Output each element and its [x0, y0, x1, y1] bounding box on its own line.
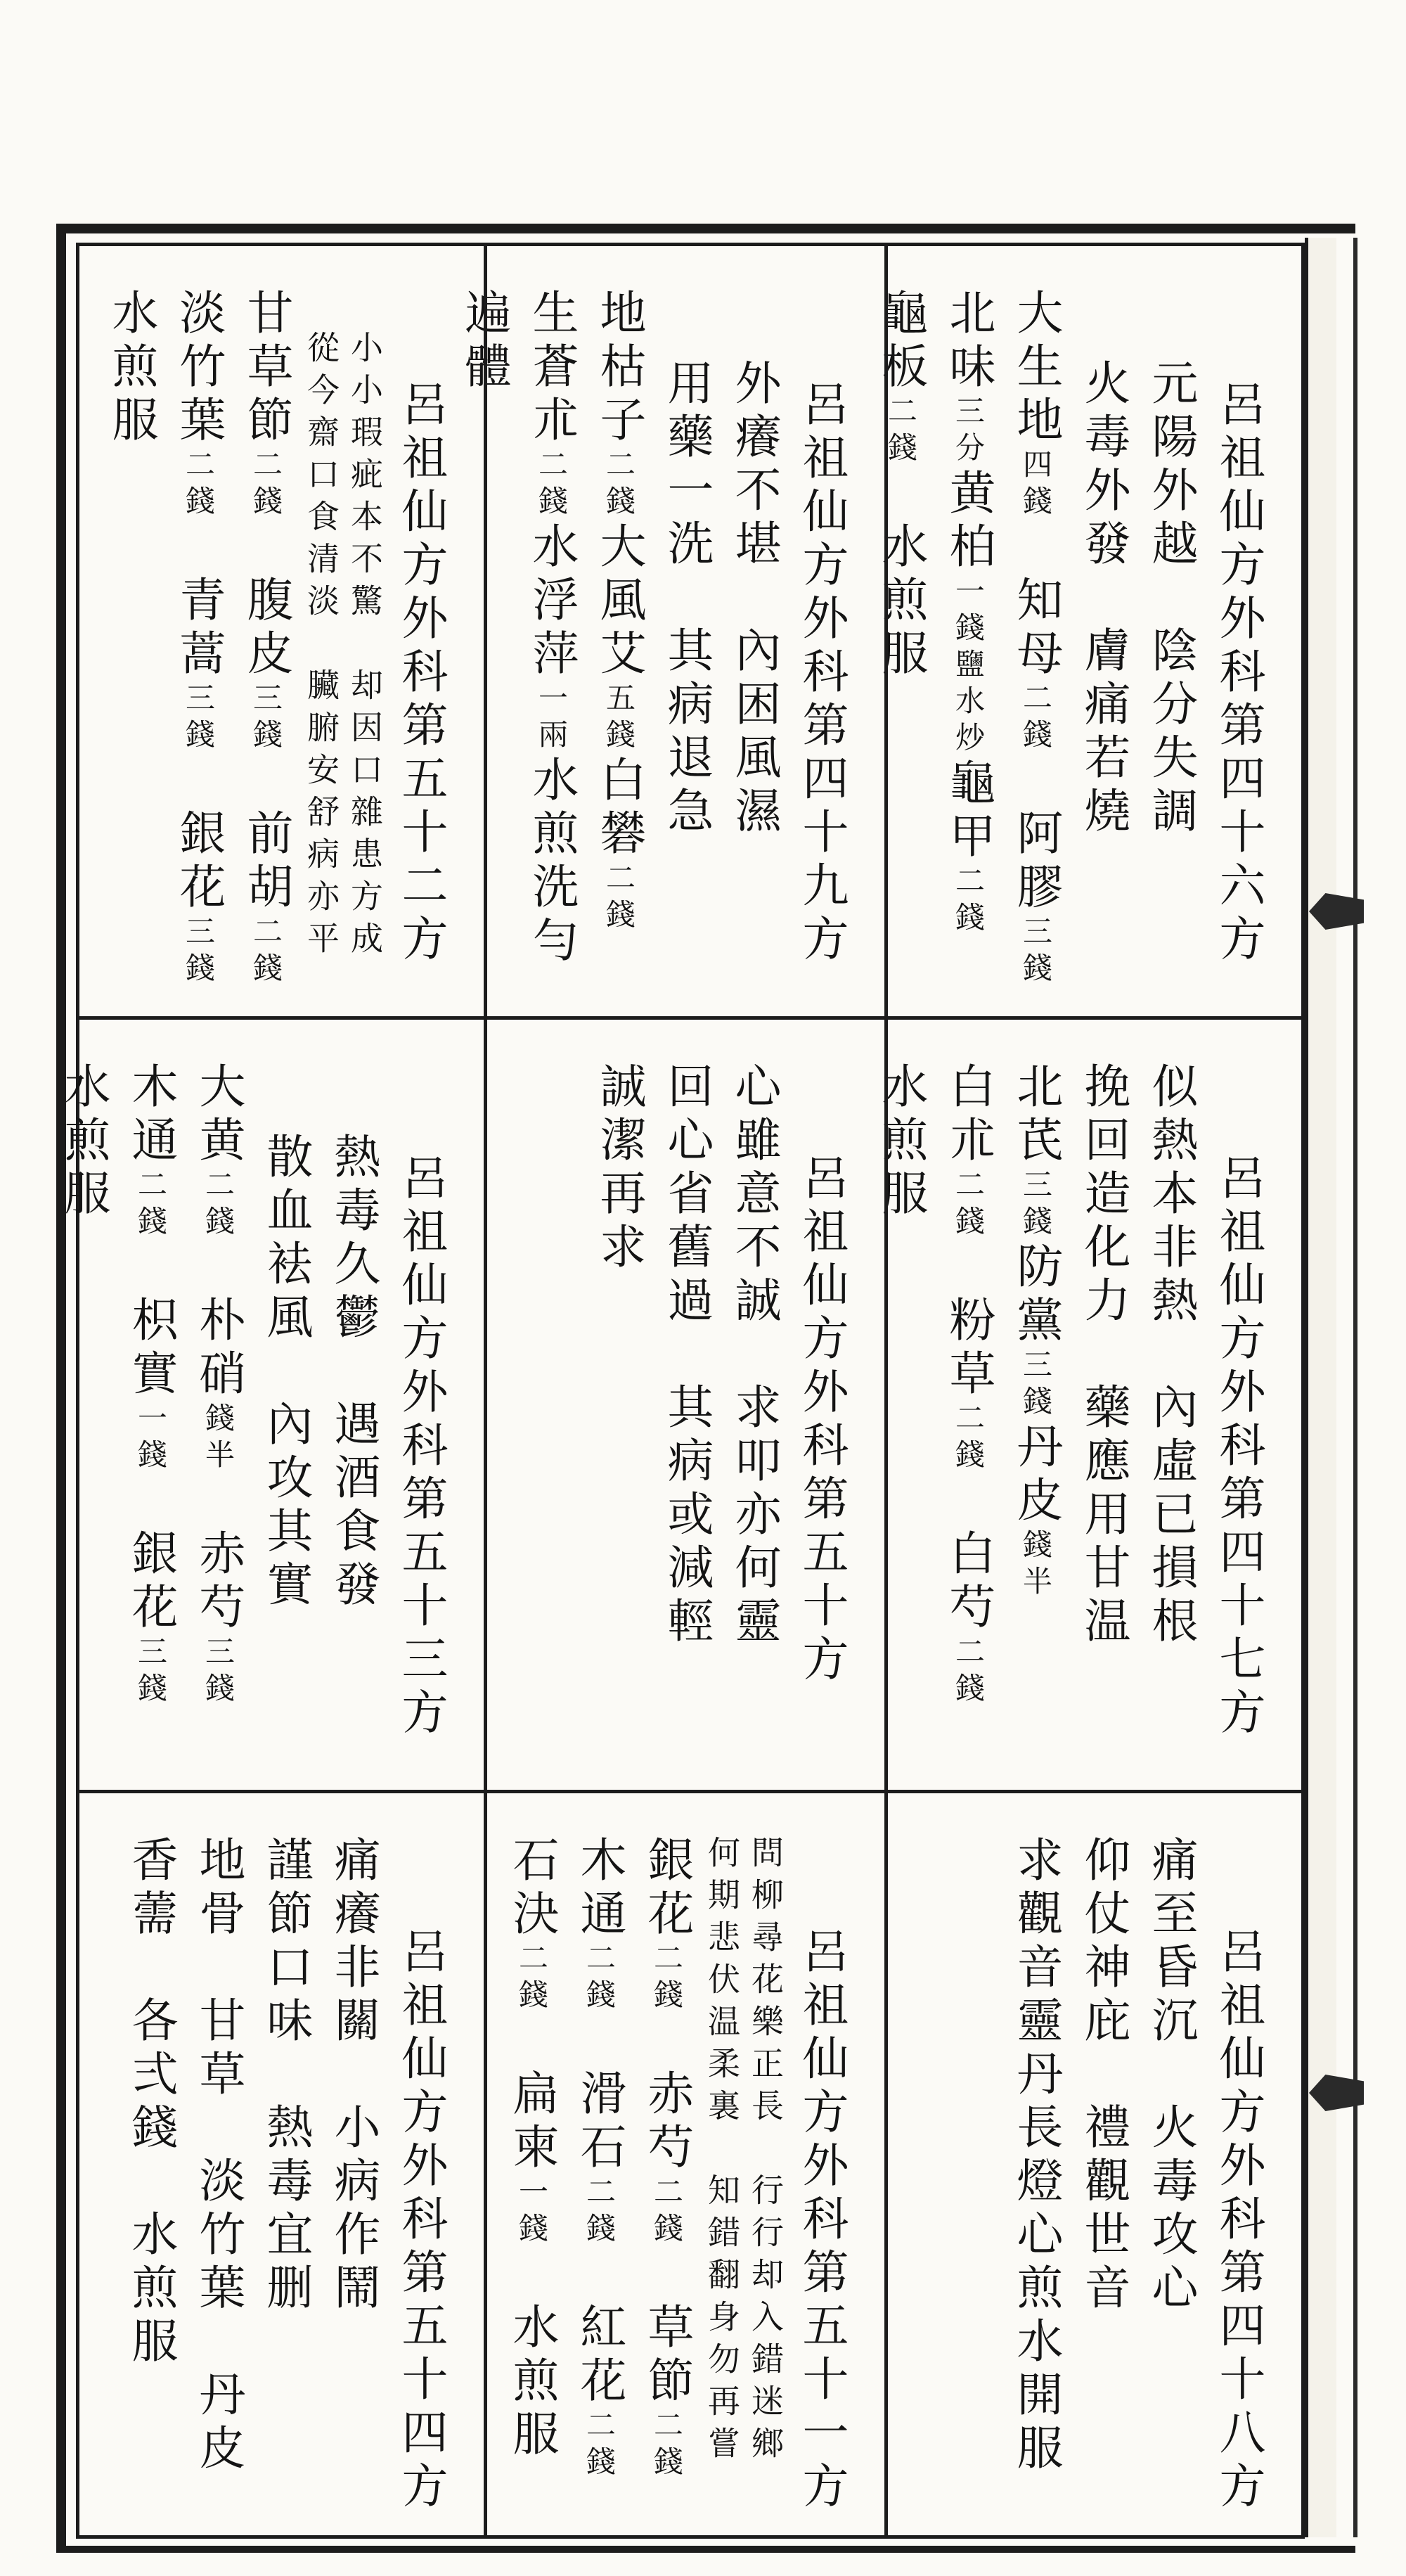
verse-line: 仰仗神庇 禮觀世音: [1076, 1835, 1130, 2317]
verse-line: 外癢不堪 內困風濕: [727, 359, 781, 840]
ingredient-line: 淡竹葉二錢 青蒿三錢 銀花三錢: [172, 288, 226, 989]
prescription-46: [874, 246, 1301, 1020]
ingredient-line: 遍體: [457, 288, 511, 395]
ingredient-line: 龜板二錢 水煎服: [874, 288, 928, 682]
prescription-51: [487, 1793, 888, 2535]
verse-note: 何期悲伏温柔裏 知錯翻身勿再嘗: [703, 1835, 741, 2468]
verse-line: 謹節口味 熱毒宜删: [259, 1835, 313, 2317]
prescription-title: 呂祖仙方外科第四十九方: [794, 380, 849, 968]
prescription-title: 呂祖仙方外科第四十八方: [1211, 1927, 1265, 2515]
ingredient-line: 大生地四錢 知母二錢 阿膠三錢: [1009, 288, 1063, 989]
prescription-54: [79, 1793, 487, 2535]
ingredient-line: 木通二錢 枳實一錢 銀花三錢: [124, 1062, 178, 1709]
prescription-title: 呂祖仙方外科第五十二方: [394, 380, 448, 968]
prescription-53: [56, 1020, 487, 1793]
ingredient-line: 水煎服: [104, 288, 158, 449]
ingredient-line: 水煎服: [56, 1062, 110, 1222]
ingredient-line: 白朮二錢 粉草二錢 白芍二錢: [941, 1062, 995, 1709]
ingredient-line: 大黄二錢 朴硝錢半 赤芍三錢: [191, 1062, 245, 1709]
verse-line: 回心省舊過 其病或減輕: [659, 1062, 714, 1650]
prescription-49: [457, 246, 888, 1020]
verse-line: 用藥一洗 其病退急: [659, 359, 714, 840]
verse-line: 挽回造化力 藥應用甘温: [1076, 1062, 1130, 1650]
verse-note: 從今齋口食清淡 臟腑安舒病亦平: [302, 331, 340, 963]
ingredient-line: 生蒼朮二錢水浮萍一兩水煎洗勻: [524, 288, 579, 969]
ingredient-line: 北味三分黄柏一錢鹽水炒龜甲二錢: [941, 288, 995, 938]
prescription-title: 呂祖仙方外科第五十四方: [394, 1927, 448, 2515]
verse-line: 熱毒久鬱 遇酒食發: [326, 1132, 380, 1613]
instruction-line: 求觀音靈丹長燈心煎水開服: [1009, 1835, 1063, 2477]
prescription-48: [888, 1793, 1301, 2535]
verse-note: 問柳尋花樂正長 行行却入錯迷鄉: [747, 1835, 785, 2468]
verse-line: 痛至昏沉 火毒攻心: [1144, 1835, 1198, 2317]
prescription-title: 呂祖仙方外科第五十三方: [394, 1153, 448, 1741]
verse-line: 痛癢非關 小病作鬧: [326, 1835, 380, 2317]
ingredient-line: 香薷 各弍錢 水煎服: [124, 1835, 178, 2370]
verse-line: 火毒外發 膚痛若燒: [1076, 359, 1130, 840]
ingredient-line: 木通二錢 滑石二錢 紅花二錢: [572, 1835, 626, 2482]
ingredient-line: 銀花二錢 赤芍二錢 草節二錢: [640, 1835, 694, 2482]
binding-strip: [1305, 238, 1336, 2537]
prescription-50: [487, 1020, 888, 1793]
prescription-title: 呂祖仙方外科第四十七方: [1211, 1153, 1265, 1741]
ingredient-line: 石決二錢 扁柬一錢 水煎服: [505, 1835, 559, 2463]
ingredient-line: 地骨 甘草 淡竹葉 丹皮: [191, 1835, 245, 2477]
prescription-47: [874, 1020, 1301, 1793]
instruction-line: 誠潔再求: [592, 1062, 646, 1276]
ingredient-line: 地枯子二錢大風艾五錢白礬二錢: [592, 288, 646, 935]
verse-line: 元陽外越 陰分失調: [1144, 359, 1198, 840]
verse-line: 散血袪風 內攻其實: [259, 1132, 313, 1613]
ingredient-line: 北芪三錢防黨三錢丹皮錢半: [1009, 1062, 1063, 1602]
ingredient-line: 甘草節二錢 腹皮三錢 前胡二錢: [239, 288, 293, 989]
prescription-title: 呂祖仙方外科第五十一方: [794, 1927, 849, 2515]
prescription-title: 呂祖仙方外科第五十方: [794, 1153, 849, 1688]
prescription-title: 呂祖仙方外科第四十六方: [1211, 380, 1265, 968]
ingredient-line: 水煎服: [874, 1062, 928, 1222]
verse-note: 小小瑕疵本不驚 却因口雜患方成: [346, 331, 384, 963]
verse-line: 心雖意不誠 求叩亦何靈: [727, 1062, 781, 1650]
verse-line: 似熱本非熱 內虛已損根: [1144, 1062, 1198, 1650]
table-frame: [56, 243, 1305, 2539]
prescription-52: [79, 246, 487, 1020]
